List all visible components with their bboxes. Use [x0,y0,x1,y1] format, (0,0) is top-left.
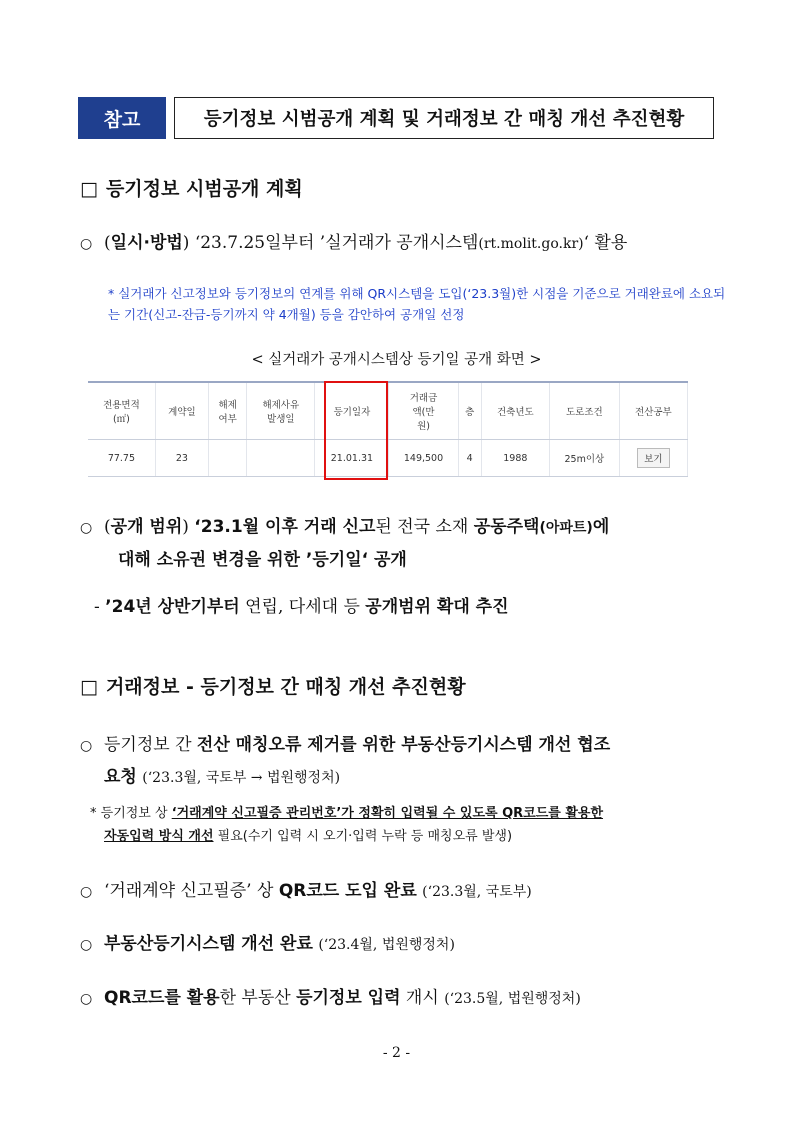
section2-heading-text: 거래정보 - 등기정보 간 매칭 개선 추진현황 [105,676,466,698]
table-header-cell: 층 [458,382,481,440]
table-cell: 149,500 [389,440,458,477]
table-cell: 1988 [481,440,549,477]
page-number: - 2 - [382,1045,411,1061]
circle-bullet-icon: ○ [80,236,93,252]
table-header-cell: 도로조건 [549,382,619,440]
table-cell [209,440,247,477]
table-cell: 23 [155,440,208,477]
section2-item1-line2: 요청 (‘23.3월, 국토부 → 법원행정처) [104,767,341,787]
section1-item2: ○ (공개 범위) ‘23.1월 이후 거래 신고된 전국 소재 공동주택(아파트)에 [80,512,609,543]
square-bullet-icon: □ [80,178,98,200]
table-cell: 21.01.31 [315,440,389,477]
table-header-cell: 해제 여부 [209,382,247,440]
title-row [78,97,714,139]
table-header-cell: 전용면적 (㎡) [88,382,155,440]
square-bullet-icon: □ [80,676,98,698]
section2-item3: ○ 부동산등기시스템 개선 완료 (‘23.4월, 법원행정처) [80,929,455,960]
section1-heading [80,174,303,201]
screenshot-caption: < 실거래가 공개시스템상 등기일 공개 화면 > [251,352,542,368]
section1-heading-text: 등기정보 시범공개 계획 [105,178,303,200]
table-cell [619,440,687,477]
section2-item4: ○ QR코드를 활용한 부동산 등기정보 입력 개시 (‘23.5월, 법원행정처) [80,983,581,1014]
circle-bullet-icon: ○ [80,520,93,536]
section1-item1: ○ (일시·방법) ‘23.7.25일부터 ’실거래가 공개시스템(rt.molit.go.kr)‘ 활용 [80,228,627,259]
circle-bullet-icon: ○ [80,991,93,1007]
section1-item2-line2: 대해 소유권 변경을 위한 ’등기일‘ 공개 [118,550,407,570]
table-header-cell: 건축년도 [481,382,549,440]
section2-heading [80,672,466,699]
section1-item3: - ’24년 상반기부터 연립, 다세대 등 공개범위 확대 추진 [94,597,509,617]
section2-item2: ○ ‘거래계약 신고필증’ 상 QR코드 도입 완료 (‘23.3월, 국토부) [80,876,532,907]
view-button[interactable]: 보기 [637,448,669,468]
circle-bullet-icon: ○ [80,937,93,953]
section1-note: * 실거래가 신고정보와 등기정보의 연계를 위해 QR시스템을 도입(‘23.3월)한 시점을 기준으로 거래완료에 소요되는 기간(신고-잔금-등기까지 약 4개월) 등을 감안하여 공개일 선정 [108,286,726,322]
circle-bullet-icon: ○ [80,884,93,900]
table-cell: 4 [458,440,481,477]
table-cell: 25m이상 [549,440,619,477]
section2-note-line2: 자동입력 방식 개선 필요(수기 입력 시 오기·입력 누락 등 매칭오류 발생) [104,829,513,844]
table-header-cell: 계약일 [155,382,208,440]
highlight-box [324,381,388,480]
page-title: 등기정보 시범공개 계획 및 거래정보 간 매칭 개선 추진현황 [174,97,714,139]
table-cell [247,440,315,477]
table-header-cell: 전산공부 [619,382,687,440]
table-header-cell: 거래금 액(만 원) [389,382,458,440]
section2-item1: ○ 등기정보 간 전산 매칭오류 제거를 위한 부동산등기시스템 개선 협조 [80,730,610,761]
table-header-cell: 해제사유 발생일 [247,382,315,440]
circle-bullet-icon: ○ [80,738,93,754]
table-header-cell: 등기일자 [315,382,389,440]
screenshot-table [88,381,688,476]
section2-note: * 등기정보 상 ‘거래계약 신고필증 관리번호’가 정확히 입력될 수 있도록 QR코드를 활용한 [90,806,604,821]
title-tag: 참고 [78,97,166,139]
table-cell: 77.75 [88,440,155,477]
